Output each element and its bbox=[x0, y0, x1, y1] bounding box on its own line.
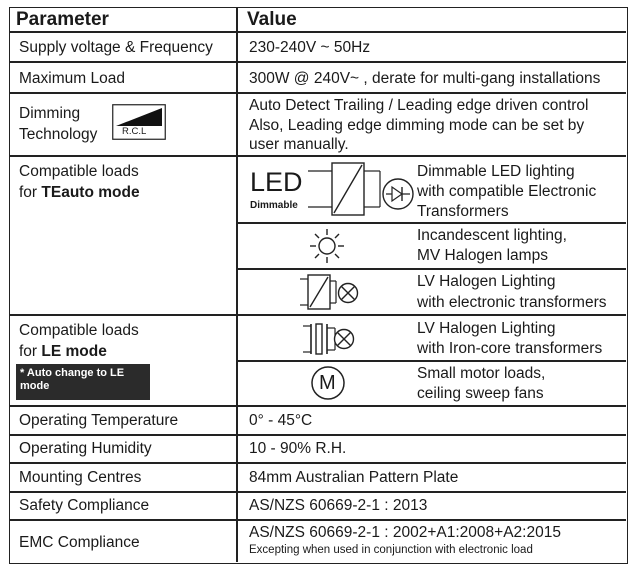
incandescent-desc-line1: Incandescent lighting, bbox=[417, 227, 567, 244]
max-load-value: 300W @ 240V~ , derate for multi-gang installations bbox=[249, 70, 601, 87]
row-divider bbox=[10, 61, 626, 63]
temp-value: 0° - 45°C bbox=[249, 412, 313, 429]
lamp-icon bbox=[308, 226, 346, 266]
row-divider bbox=[10, 405, 626, 407]
row-divider bbox=[10, 31, 626, 33]
row-divider bbox=[236, 360, 626, 362]
specification-table bbox=[9, 7, 628, 564]
led-desc-line3: Transformers bbox=[417, 203, 509, 220]
emc-note: Excepting when used in conjunction with electronic load bbox=[249, 544, 533, 556]
row-divider bbox=[10, 155, 626, 157]
dimming-param-line2: Technology bbox=[19, 126, 98, 143]
dimming-param-line1: Dimming bbox=[19, 105, 81, 122]
le-param-line1: Compatible loads bbox=[19, 322, 139, 339]
emc-value: AS/NZS 60669-2-1 : 2002+A1:2008+A2:2015 bbox=[249, 524, 561, 541]
led-desc-line1: Dimmable LED lighting bbox=[417, 163, 575, 180]
motor-desc-line1: Small motor loads, bbox=[417, 365, 546, 382]
row-divider bbox=[236, 222, 626, 224]
humidity-param: Operating Humidity bbox=[19, 440, 152, 457]
motor-desc-line2: ceiling sweep fans bbox=[417, 385, 544, 402]
auto-change-note-line2: mode bbox=[20, 380, 50, 392]
auto-change-note-line1: * Auto change to LE bbox=[20, 367, 125, 379]
teauto-param-line2: for TEauto mode bbox=[19, 184, 140, 201]
led-label: LED bbox=[250, 167, 303, 197]
led-sub-label: Dimmable bbox=[250, 200, 298, 211]
dimming-badge: R.C.L bbox=[122, 126, 147, 137]
max-load-param: Maximum Load bbox=[19, 70, 125, 87]
supply-value: 230-240V ~ 50Hz bbox=[249, 39, 371, 56]
lv-electronic-desc-line1: LV Halogen Lighting bbox=[417, 273, 556, 290]
dimming-value-line2: Also, Leading edge dimming mode can be set by bbox=[249, 117, 585, 134]
temp-param: Operating Temperature bbox=[19, 412, 179, 429]
motor-symbol: M bbox=[319, 372, 336, 394]
header-parameter: Parameter bbox=[16, 9, 109, 30]
humidity-value: 10 - 90% R.H. bbox=[249, 440, 347, 457]
halogen-lamp-icon bbox=[336, 281, 360, 305]
lv-iron-desc-line1: LV Halogen Lighting bbox=[417, 320, 556, 337]
dimming-value-line1: Auto Detect Trailing / Leading edge driven control bbox=[249, 97, 589, 114]
row-divider bbox=[10, 434, 626, 436]
column-divider bbox=[236, 8, 238, 562]
auto-change-note bbox=[16, 364, 150, 400]
led-diode-icon bbox=[380, 176, 416, 212]
teauto-param-line1: Compatible loads bbox=[19, 163, 139, 180]
supply-param: Supply voltage & Frequency bbox=[19, 39, 213, 56]
row-divider bbox=[10, 314, 626, 316]
lv-iron-desc-line2: with Iron-core transformers bbox=[417, 340, 603, 357]
halogen-lamp-icon bbox=[332, 327, 356, 351]
mounting-value: 84mm Australian Pattern Plate bbox=[249, 469, 459, 486]
led-desc-line2: with compatible Electronic bbox=[417, 183, 597, 200]
le-param-line2: for LE mode bbox=[19, 343, 107, 360]
row-divider bbox=[10, 462, 626, 464]
row-divider bbox=[10, 92, 626, 94]
safety-value: AS/NZS 60669-2-1 : 2013 bbox=[249, 497, 428, 514]
row-divider bbox=[236, 268, 626, 270]
header-value: Value bbox=[247, 9, 297, 30]
incandescent-desc-line2: MV Halogen lamps bbox=[417, 247, 548, 264]
emc-param: EMC Compliance bbox=[19, 534, 140, 551]
row-divider bbox=[10, 491, 626, 493]
safety-param: Safety Compliance bbox=[19, 497, 150, 514]
dimming-value-line3: user manually. bbox=[249, 136, 349, 153]
lv-electronic-desc-line2: with electronic transformers bbox=[417, 294, 607, 311]
mounting-param: Mounting Centres bbox=[19, 469, 142, 486]
row-divider bbox=[10, 519, 626, 521]
